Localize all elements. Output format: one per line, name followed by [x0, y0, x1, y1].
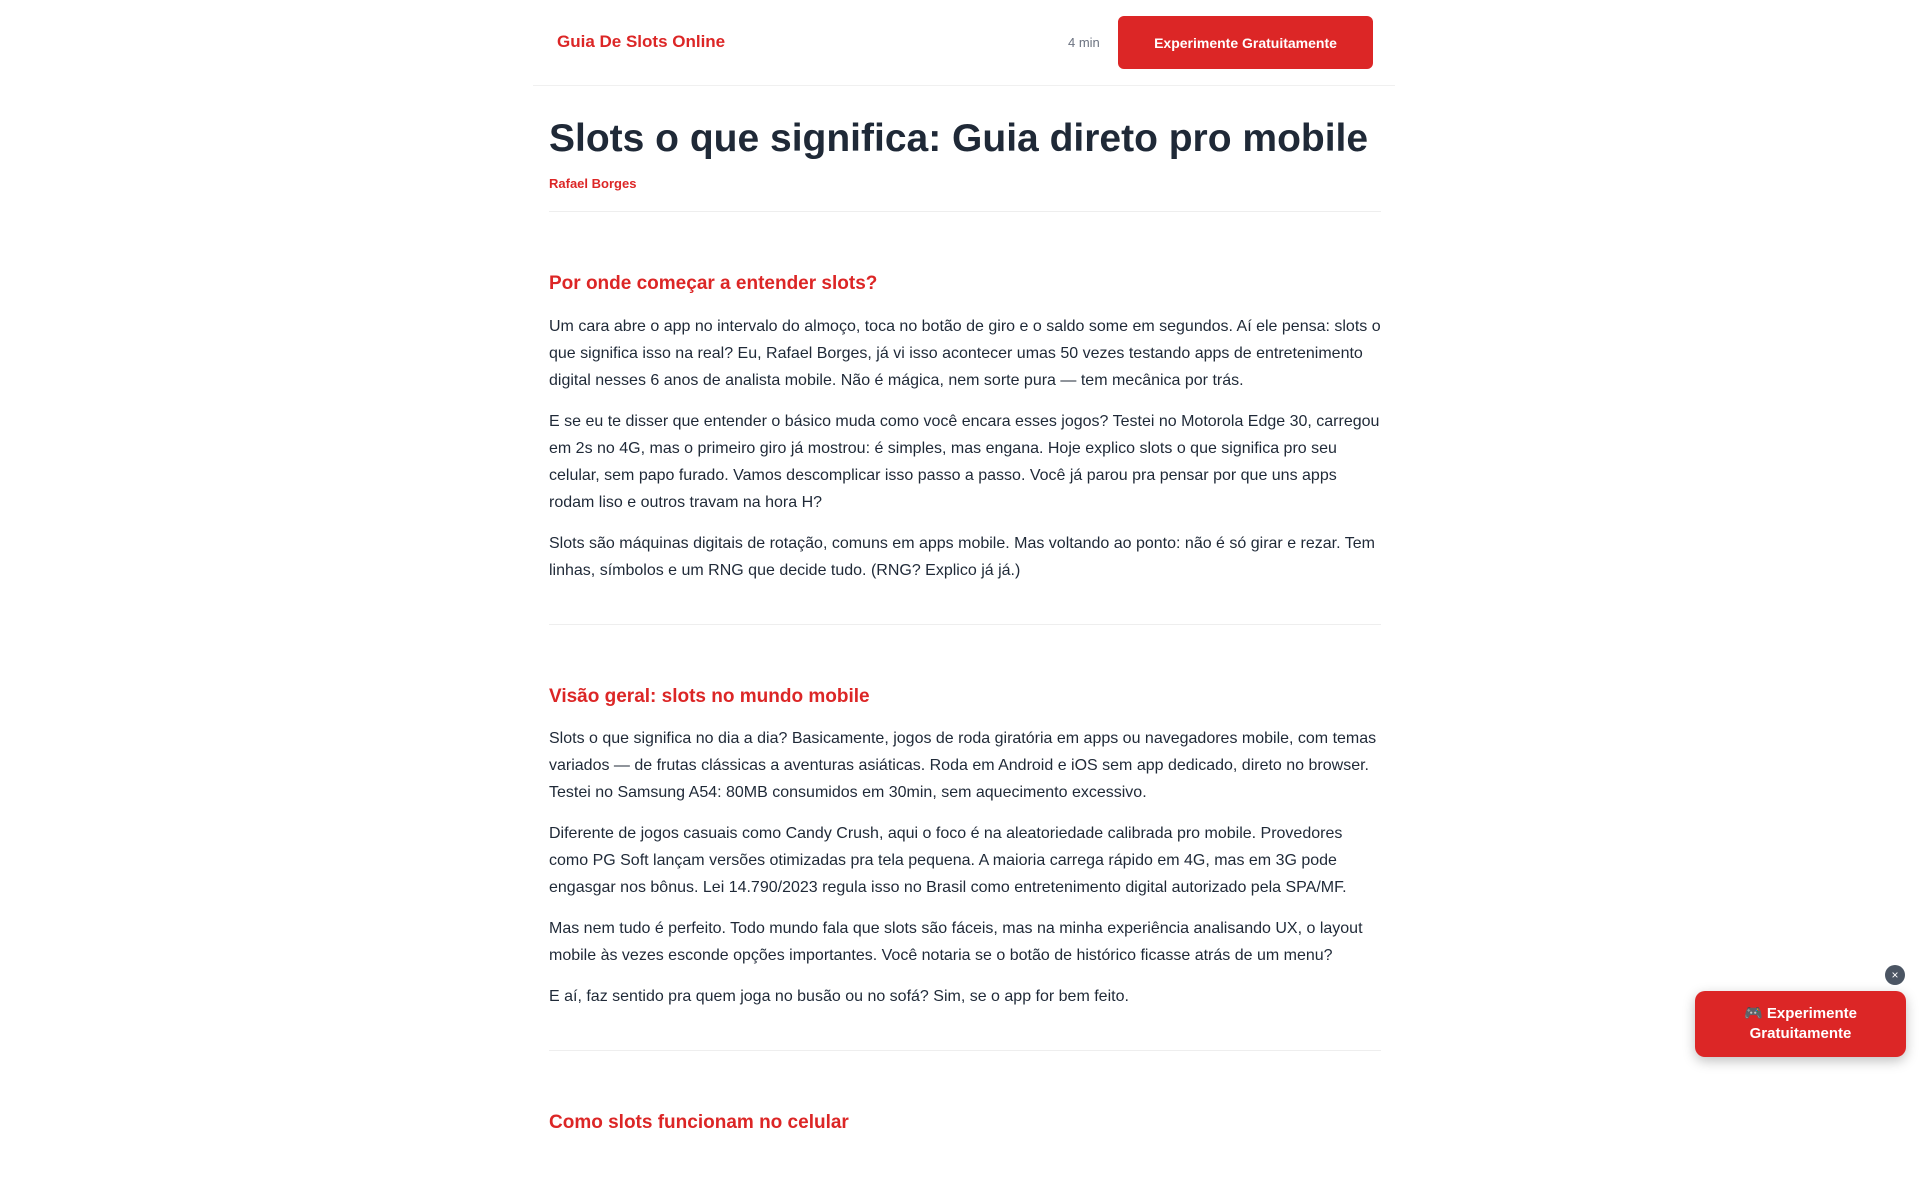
read-time: 4 min [1068, 35, 1100, 50]
header-cta-button[interactable]: Experimente Gratuitamente [1118, 16, 1373, 69]
brand-logo-link[interactable]: Guia De Slots Online [557, 32, 726, 51]
site-header [533, 0, 1395, 86]
section-heading: Visão geral: slots no mundo mobile [549, 685, 870, 707]
section-heading: Por onde começar a entender slots? [549, 272, 878, 294]
section-how-it-works [549, 1051, 1381, 1178]
paragraph: Slots são máquinas digitais de rotação, comuns em apps mobile. Mas voltando ao ponto: não é só girar e rezar. Tem linhas, símbolos e um RNG que decide tudo. (RNG? Explico já já.) [549, 534, 1375, 579]
paragraph: E se eu te disser que entender o básico muda como você encara esses jogos? Testei no Motorola Edge 30, carregou em 2s no 4G, mas o primeiro giro já mostrou: é simples, mas engana. Hoje explico slots o que significa pro seu celular, sem papo furado. Vamos descomplicar isso passo a passo. Você já parou pra pensar por que uns apps rodam liso e outros travam na hora H? [549, 412, 1380, 511]
floating-cta-label: Experimente Gratuitamente [1749, 1005, 1857, 1042]
author-link[interactable]: Rafael Borges [549, 175, 637, 191]
paragraph: Um cara abre o app no intervalo do almoço, toca no botão de giro e o saldo some em segundos. Aí ele pensa: slots o que significa isso na real? Eu, Rafael Borges, já vi isso acontecer umas 50 vezes testando apps de entretenimento digital nesses 6 anos de analista mobile. Não é mágica, nem sorte pura — tem mecânica por trás. [549, 317, 1381, 389]
section-heading: Como slots funcionam no celular [549, 1112, 849, 1134]
section-overview [549, 625, 1381, 1052]
page-title: Slots o que significa: Guia direto pro mobile [549, 117, 1369, 160]
paragraph: Diferente de jogos casuais como Candy Crush, aqui o foco é na aleatoriedade calibrada pro mobile. Provedores como PG Soft lançam versões otimizadas pra tela pequena. A maioria carrega rápido em 4G, mas em 3G pode engasgar nos bônus. Lei 14.790/2023 regula isso no Brasil como entretenimento digital autorizado pela SPA/MF. [549, 825, 1347, 897]
article [549, 86, 1381, 1178]
floating-cta-button[interactable] [1695, 991, 1906, 1057]
paragraph: Slots o que significa no dia a dia? Basicamente, jogos de roda giratória em apps ou navegadores mobile, com temas variados — de frutas clássicas a aventuras asiáticas. Roda em Android e iOS sem app dedicado, direto no browser. Testei no Samsung A54: 80MB consumidos em 30min, sem aquecimento excessivo. [549, 730, 1377, 802]
section-intro [549, 212, 1381, 625]
floating-cta-content [1736, 1004, 1866, 1044]
paragraph: E aí, faz sentido pra quem joga no busão ou no sofá? Sim, se o app for bem feito. [549, 988, 1129, 1006]
paragraph: Mas nem tudo é perfeito. Todo mundo fala que slots são fáceis, mas na minha experiência analisando UX, o layout mobile às vezes esconde opções importantes. Você notaria se o botão de histórico ficasse atrás de um menu? [549, 920, 1363, 965]
gamepad-icon: 🎮 [1744, 1005, 1763, 1022]
close-icon[interactable]: × [1885, 965, 1905, 985]
